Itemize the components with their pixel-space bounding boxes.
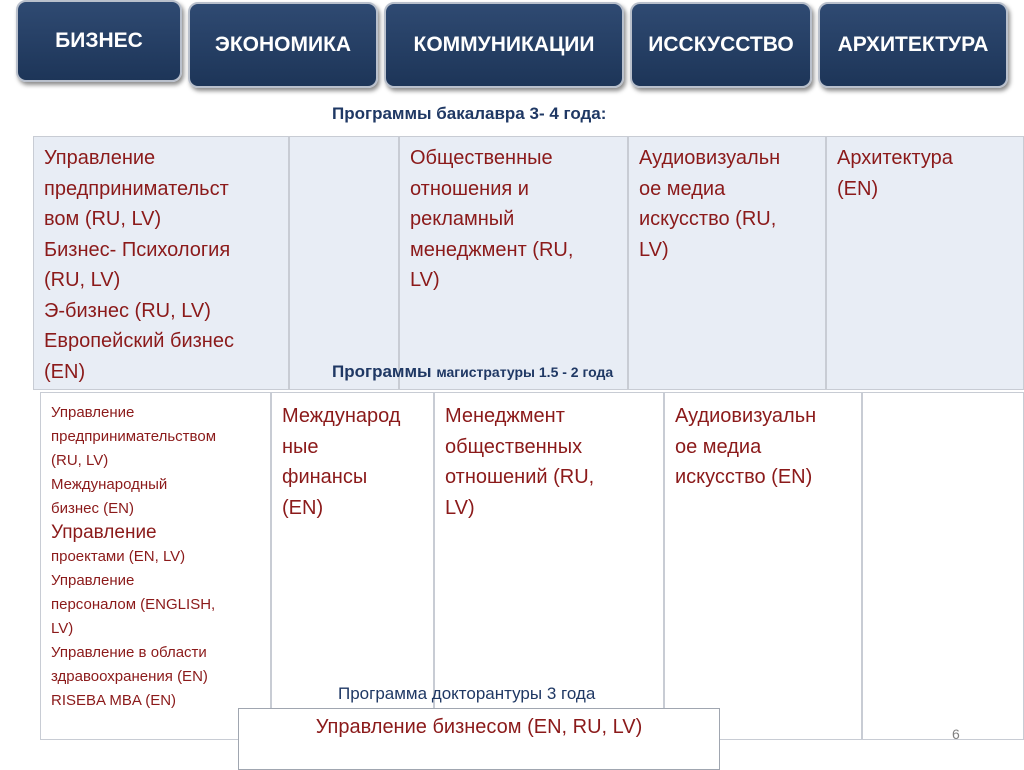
bachelor-architecture-line: Архитектура — [837, 147, 953, 169]
tab-economics-label: ЭКОНОМИКА — [214, 33, 352, 56]
bachelor-business-line: предпринимательст — [44, 177, 229, 200]
tab-art[interactable] — [630, 2, 812, 88]
master-art-line: искусство (EN) — [675, 466, 813, 488]
bachelor-art-line: искусство (RU, — [639, 208, 777, 230]
bachelor-caption: Программы бакалавра 3- 4 года: — [332, 104, 607, 123]
bachelor-business-cell — [33, 136, 289, 390]
master-caption-main: Программы — [332, 362, 432, 381]
master-business-line: Управление — [51, 404, 135, 421]
master-caption-rest: магистратуры 1.5 - 2 года — [436, 364, 614, 380]
tab-economics[interactable] — [188, 2, 378, 88]
master-economics-line: Международ — [282, 405, 401, 427]
master-architecture-cell — [862, 392, 1024, 740]
master-art-line: ое медиа — [675, 435, 762, 458]
bachelor-business-line: (EN) — [44, 360, 86, 383]
doctorate-caption: Программа докторантуры 3 года — [338, 684, 596, 703]
bachelor-communications-cell — [399, 136, 628, 390]
tab-architecture[interactable] — [818, 2, 1008, 88]
master-business-line: проектами (EN, LV) — [51, 548, 186, 565]
master-business-line: Управление — [51, 522, 157, 543]
bachelor-art-cell — [628, 136, 826, 390]
master-economics-line: ные — [282, 435, 319, 458]
doctorate-program-box — [238, 708, 720, 770]
bachelor-economics-cell — [289, 136, 399, 390]
master-art-cell — [664, 392, 862, 740]
master-art-line: Аудиовизуальн — [675, 405, 817, 427]
bachelor-art-line: LV) — [639, 238, 669, 261]
tab-communications-label: КОММУНИКАЦИИ — [413, 33, 595, 56]
master-caption — [332, 362, 613, 382]
master-economics-line: (EN) — [282, 496, 324, 519]
master-business-cell — [40, 392, 271, 740]
bachelor-business-line: Бизнес- Психология — [44, 238, 231, 261]
bachelor-business-line: Управление — [44, 147, 156, 169]
bachelor-communications-line: Общественные — [410, 147, 553, 169]
bachelor-art-line: ое медиа — [639, 177, 726, 200]
bachelor-art-line: Аудиовизуальн — [639, 147, 781, 169]
master-business-line: здравоохранения (EN) — [51, 668, 208, 685]
master-business-line: бизнес (EN) — [51, 500, 134, 517]
bachelor-business-line: (RU, LV) — [44, 269, 121, 291]
master-communications-line: Менеджмент — [445, 405, 565, 427]
master-business-line: LV) — [51, 620, 74, 637]
master-business-line: Управление — [51, 572, 135, 589]
tab-architecture-label: АРХИТЕКТУРА — [837, 33, 989, 56]
doctorate-program: Управление бизнесом (EN, RU, LV) — [315, 716, 643, 738]
master-business-line: Международный — [51, 476, 168, 493]
bachelor-communications-line: отношения и — [410, 177, 529, 200]
master-communications-line: общественных — [445, 435, 583, 458]
master-economics-line: финансы — [282, 466, 368, 488]
master-business-line: (RU, LV) — [51, 452, 109, 469]
bachelor-communications-line: LV) — [410, 269, 440, 291]
bachelor-business-line: Э-бизнес (RU, LV) — [44, 299, 211, 322]
bachelor-business-line: вом (RU, LV) — [44, 208, 162, 230]
master-communications-line: LV) — [445, 496, 475, 519]
tab-business[interactable] — [16, 0, 182, 82]
bachelor-communications-line: менеджмент (RU, — [410, 238, 574, 261]
bachelor-architecture-cell — [826, 136, 1024, 390]
page-number: 6 — [952, 726, 960, 742]
bachelor-communications-line: рекламный — [410, 208, 515, 230]
master-business-line: предпринимательством — [51, 428, 216, 445]
bachelor-architecture-line: (EN) — [837, 177, 879, 200]
master-communications-line: отношений (RU, — [445, 466, 595, 488]
master-business-line: RISEBA MBA (EN) — [51, 692, 177, 709]
master-business-line: персоналом (ENGLISH, — [51, 596, 216, 613]
tab-communications[interactable] — [384, 2, 624, 88]
tab-business-label: БИЗНЕС — [55, 29, 143, 52]
master-business-line: Управление в области — [51, 644, 207, 661]
tab-art-label: ИССКУССТВО — [648, 33, 794, 56]
bachelor-business-line: Европейский бизнес — [44, 330, 234, 352]
